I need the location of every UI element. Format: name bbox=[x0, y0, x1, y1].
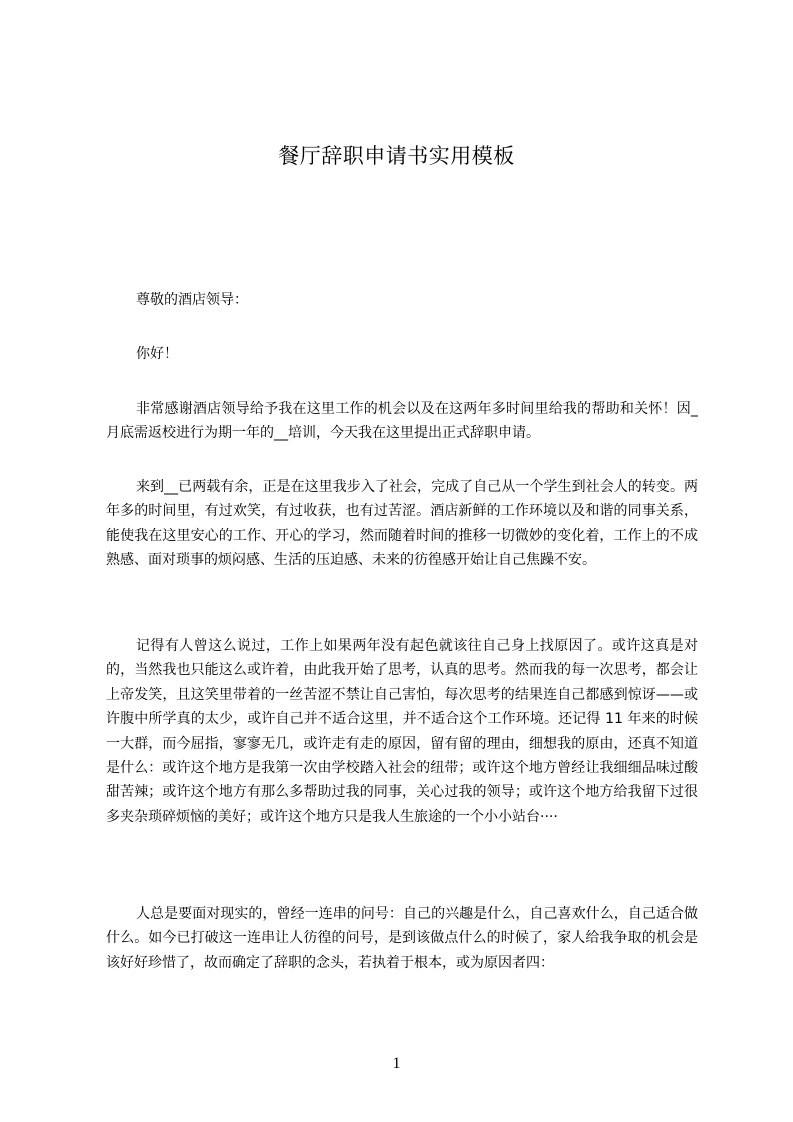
paragraph-1: 非常感谢酒店领导给予我在这里工作的机会以及在这两年多时间里给我的帮助和关怀！因_月底需返校进行为期一年的__培训，今天我在这里提出正式辞职申请。 bbox=[106, 401, 698, 442]
paragraph-4: 人总是要面对现实的，曾经一连串的问号：自己的兴趣是什么，自己喜欢什么，自己适合做什么。如今已打破这一连串让人彷徨的问号，是到该做点什么的时候了，家人给我争取的机会是该好好珍惜了，故而确定了辞职的念头，若执着于根本，或为原因者四： bbox=[106, 906, 698, 971]
greeting-line: 你好！ bbox=[136, 346, 178, 362]
document-title: 餐厅辞职申请书实用模板 bbox=[278, 144, 515, 168]
page-number: 1 bbox=[392, 1055, 401, 1072]
paragraph-2: 来到__已两载有余，正是在这里我步入了社会，完成了自己从一个学生到社会人的转变。两年多的时间里，有过欢笑，有过收获，也有过苦涩。酒店新鲜的工作环境以及和谐的同事关系，能使我在这里安心的工作、开心的学习，然而随着时间的推移一切微妙的变化着，工作上的不成熟感、面对琐事的烦闷感、生活的压迫感、未来的彷徨感开始让自己焦躁不安。 bbox=[106, 479, 698, 569]
paragraph-3: 记得有人曾这么说过，工作上如果两年没有起色就该往自己身上找原因了。或许这真是对的，当然我也只能这么或许着，由此我开始了思考，认真的思考。然而我的每一次思考，都会让上帝发笑，且这笑里带着的一丝苦涩不禁让自己害怕，每次思考的结果连自己都感到惊讶——或许腹中所学真的太少，或许自己并不适合这里，并不适合这个工作环境。还记得 11 年来的时候一大群，而今屈指，寥寥无几，或许走有走的原因，留有留的理由，细想我的原由，还真不知道是什么：或许这个地方是我第一次由学校踏入社会的纽带；或许这个地方曾经让我细细品味过酸甜苦辣；或许这个地方有那么多帮助过我的同事，关心过我的领导；或许这个地方给我留下过很多夹杂琐碎烦恼的美好；或许这个地方只是我人生旅途的一个小小站台···· bbox=[106, 638, 698, 825]
salutation-line: 尊敬的酒店领导： bbox=[136, 292, 248, 308]
